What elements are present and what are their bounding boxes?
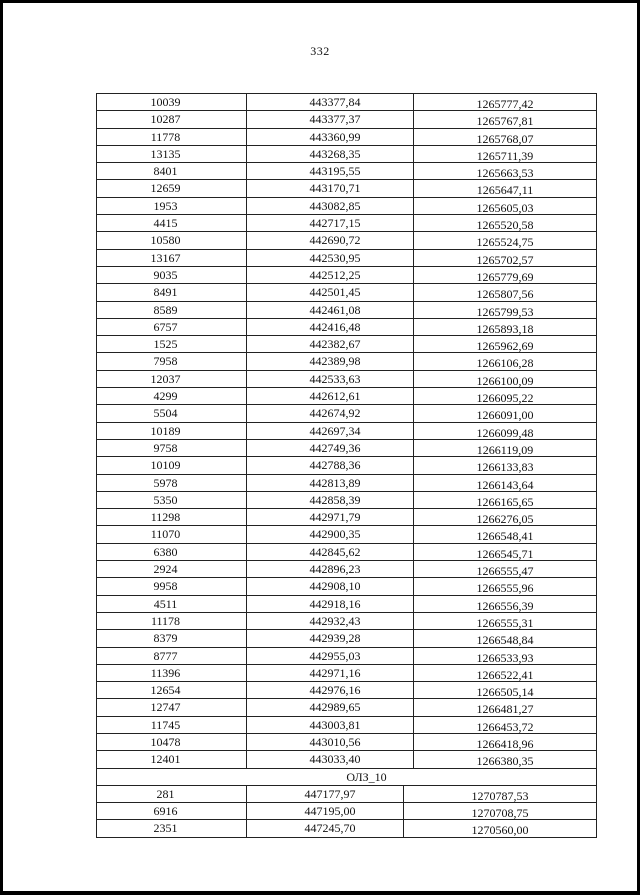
table-row <box>97 803 597 820</box>
x-coordinate-cell: 442845,62 <box>247 544 414 561</box>
point-id-cell: 6916 <box>97 803 247 820</box>
x-coordinate-cell: 447177,97 <box>247 786 404 803</box>
table-row <box>97 232 597 249</box>
x-coordinate-cell: 442501,45 <box>247 284 414 301</box>
point-id-cell: 12401 <box>97 751 247 768</box>
point-id-cell: 10580 <box>97 232 247 249</box>
table-row <box>97 751 597 768</box>
y-coordinate-cell: 1265647,11 <box>414 180 597 197</box>
point-id-cell: 12659 <box>97 180 247 197</box>
table-row <box>97 526 597 543</box>
y-coordinate-cell: 1265807,56 <box>414 284 597 301</box>
y-coordinate-cell: 1266143,64 <box>414 475 597 492</box>
y-coordinate-cell: 1266091,00 <box>414 405 597 422</box>
y-coordinate-cell: 1266481,27 <box>414 699 597 716</box>
x-coordinate-cell: 442813,89 <box>247 475 414 492</box>
y-coordinate-cell: 1265524,75 <box>414 232 597 249</box>
point-id-cell: 2924 <box>97 561 247 578</box>
table-row <box>97 198 597 215</box>
table-row <box>97 630 597 647</box>
table-row <box>97 388 597 405</box>
point-id-cell: 1525 <box>97 336 247 353</box>
x-coordinate-cell: 442939,28 <box>247 630 414 647</box>
y-coordinate-cell: 1266165,65 <box>414 492 597 509</box>
y-coordinate-cell: 1266555,96 <box>414 578 597 595</box>
point-id-cell: 11396 <box>97 665 247 682</box>
x-coordinate-cell: 443003,81 <box>247 717 414 734</box>
x-coordinate-cell: 442989,65 <box>247 699 414 716</box>
point-id-cell: 8491 <box>97 284 247 301</box>
y-coordinate-cell: 1265663,53 <box>414 163 597 180</box>
table-row <box>97 336 597 353</box>
y-coordinate-cell: 1266555,31 <box>414 613 597 630</box>
table-row <box>97 648 597 665</box>
x-coordinate-cell: 442976,16 <box>247 682 414 699</box>
x-coordinate-cell: 443082,85 <box>247 198 414 215</box>
table-row <box>97 786 597 803</box>
x-coordinate-cell: 442749,36 <box>247 440 414 457</box>
x-coordinate-cell: 443377,37 <box>247 111 414 128</box>
table-row <box>97 405 597 422</box>
x-coordinate-cell: 442896,23 <box>247 561 414 578</box>
table-row <box>97 440 597 457</box>
x-coordinate-cell: 442955,03 <box>247 648 414 665</box>
y-coordinate-cell: 1266556,39 <box>414 596 597 613</box>
point-id-cell: 6757 <box>97 319 247 336</box>
y-coordinate-cell: 1266548,41 <box>414 526 597 543</box>
table-row <box>97 561 597 578</box>
point-id-cell: 4299 <box>97 388 247 405</box>
table-row <box>97 319 597 336</box>
x-coordinate-cell: 442389,98 <box>247 353 414 370</box>
scan-border-bottom <box>0 891 640 895</box>
scan-border-top <box>0 0 640 3</box>
y-coordinate-cell: 1266418,96 <box>414 734 597 751</box>
point-id-cell: 12747 <box>97 699 247 716</box>
point-id-cell: 5504 <box>97 405 247 422</box>
table-row <box>97 163 597 180</box>
point-id-cell: 11070 <box>97 526 247 543</box>
page-number: 332 <box>310 44 330 58</box>
point-id-cell: 5350 <box>97 492 247 509</box>
x-coordinate-cell: 442674,92 <box>247 405 414 422</box>
x-coordinate-cell: 443033,40 <box>247 751 414 768</box>
point-id-cell: 13135 <box>97 146 247 163</box>
table-row <box>97 129 597 146</box>
y-coordinate-cell: 1270787,53 <box>404 786 597 803</box>
x-coordinate-cell: 442512,25 <box>247 267 414 284</box>
point-id-cell: 1953 <box>97 198 247 215</box>
y-coordinate-cell: 1266555,47 <box>414 561 597 578</box>
y-coordinate-cell: 1266380,35 <box>414 751 597 768</box>
coordinates-table <box>96 93 597 838</box>
table-row <box>97 284 597 301</box>
x-coordinate-cell: 442932,43 <box>247 613 414 630</box>
point-id-cell: 10478 <box>97 734 247 751</box>
point-id-cell: 10109 <box>97 457 247 474</box>
table-row <box>97 215 597 232</box>
y-coordinate-cell: 1266522,41 <box>414 665 597 682</box>
x-coordinate-cell: 442908,10 <box>247 578 414 595</box>
x-coordinate-cell: 442416,48 <box>247 319 414 336</box>
y-coordinate-cell: 1265799,53 <box>414 302 597 319</box>
y-coordinate-cell: 1270560,00 <box>404 820 597 837</box>
y-coordinate-cell: 1265768,07 <box>414 129 597 146</box>
table-row <box>97 578 597 595</box>
section-title: ОЛЗ_10 <box>97 769 597 786</box>
x-coordinate-cell: 443268,35 <box>247 146 414 163</box>
point-id-cell: 9035 <box>97 267 247 284</box>
table-row <box>97 353 597 370</box>
point-id-cell: 10287 <box>97 111 247 128</box>
table-row <box>97 267 597 284</box>
y-coordinate-cell: 1265777,42 <box>414 94 597 111</box>
scan-border-left <box>0 0 3 895</box>
y-coordinate-cell: 1266548,84 <box>414 630 597 647</box>
x-coordinate-cell: 442382,67 <box>247 336 414 353</box>
table-row <box>97 544 597 561</box>
y-coordinate-cell: 1266106,28 <box>414 353 597 370</box>
y-coordinate-cell: 1266545,71 <box>414 544 597 561</box>
table-row <box>97 613 597 630</box>
y-coordinate-cell: 1265605,03 <box>414 198 597 215</box>
y-coordinate-cell: 1265767,81 <box>414 111 597 128</box>
section-header-row <box>97 769 597 786</box>
point-id-cell: 7958 <box>97 353 247 370</box>
x-coordinate-cell: 442690,72 <box>247 232 414 249</box>
y-coordinate-cell: 1266119,09 <box>414 440 597 457</box>
point-id-cell: 8777 <box>97 648 247 665</box>
table-row <box>97 717 597 734</box>
point-id-cell: 12654 <box>97 682 247 699</box>
table-row <box>97 492 597 509</box>
y-coordinate-cell: 1266133,83 <box>414 457 597 474</box>
point-id-cell: 6380 <box>97 544 247 561</box>
table-row <box>97 682 597 699</box>
point-id-cell: 10189 <box>97 423 247 440</box>
table-row <box>97 509 597 526</box>
x-coordinate-cell: 443360,99 <box>247 129 414 146</box>
table-row <box>97 111 597 128</box>
point-id-cell: 4415 <box>97 215 247 232</box>
y-coordinate-cell: 1266095,22 <box>414 388 597 405</box>
point-id-cell: 281 <box>97 786 247 803</box>
x-coordinate-cell: 442697,34 <box>247 423 414 440</box>
table-row <box>97 250 597 267</box>
table-row <box>97 146 597 163</box>
x-coordinate-cell: 442717,15 <box>247 215 414 232</box>
point-id-cell: 11745 <box>97 717 247 734</box>
x-coordinate-cell: 442788,36 <box>247 457 414 474</box>
y-coordinate-cell: 1270708,75 <box>404 803 597 820</box>
y-coordinate-cell: 1266453,72 <box>414 717 597 734</box>
x-coordinate-cell: 442971,79 <box>247 509 414 526</box>
y-coordinate-cell: 1266099,48 <box>414 423 597 440</box>
y-coordinate-cell: 1266533,93 <box>414 648 597 665</box>
x-coordinate-cell: 447195,00 <box>247 803 404 820</box>
x-coordinate-cell: 442533,63 <box>247 371 414 388</box>
point-id-cell: 13167 <box>97 250 247 267</box>
y-coordinate-cell: 1266276,05 <box>414 509 597 526</box>
table-row <box>97 94 597 111</box>
x-coordinate-cell: 443195,55 <box>247 163 414 180</box>
x-coordinate-cell: 442900,35 <box>247 526 414 543</box>
point-id-cell: 11178 <box>97 613 247 630</box>
point-id-cell: 5978 <box>97 475 247 492</box>
point-id-cell: 11778 <box>97 129 247 146</box>
table-row <box>97 302 597 319</box>
point-id-cell: 4511 <box>97 596 247 613</box>
x-coordinate-cell: 443377,84 <box>247 94 414 111</box>
y-coordinate-cell: 1266100,09 <box>414 371 597 388</box>
point-id-cell: 2351 <box>97 820 247 837</box>
x-coordinate-cell: 442858,39 <box>247 492 414 509</box>
y-coordinate-cell: 1265711,39 <box>414 146 597 163</box>
table-row <box>97 371 597 388</box>
x-coordinate-cell: 447245,70 <box>247 820 404 837</box>
y-coordinate-cell: 1265962,69 <box>414 336 597 353</box>
table-row <box>97 699 597 716</box>
table-row <box>97 475 597 492</box>
point-id-cell: 10039 <box>97 94 247 111</box>
y-coordinate-cell: 1265702,57 <box>414 250 597 267</box>
y-coordinate-cell: 1265779,69 <box>414 267 597 284</box>
point-id-cell: 12037 <box>97 371 247 388</box>
x-coordinate-cell: 443170,71 <box>247 180 414 197</box>
y-coordinate-cell: 1265893,18 <box>414 319 597 336</box>
x-coordinate-cell: 442530,95 <box>247 250 414 267</box>
point-id-cell: 8379 <box>97 630 247 647</box>
x-coordinate-cell: 442612,61 <box>247 388 414 405</box>
y-coordinate-cell: 1265520,58 <box>414 215 597 232</box>
point-id-cell: 8589 <box>97 302 247 319</box>
x-coordinate-cell: 442918,16 <box>247 596 414 613</box>
table-row <box>97 180 597 197</box>
table-row <box>97 423 597 440</box>
y-coordinate-cell: 1266505,14 <box>414 682 597 699</box>
x-coordinate-cell: 443010,56 <box>247 734 414 751</box>
table-row <box>97 820 597 837</box>
x-coordinate-cell: 442971,16 <box>247 665 414 682</box>
table-row <box>97 734 597 751</box>
point-id-cell: 9958 <box>97 578 247 595</box>
table-row <box>97 457 597 474</box>
point-id-cell: 8401 <box>97 163 247 180</box>
x-coordinate-cell: 442461,08 <box>247 302 414 319</box>
table-row <box>97 665 597 682</box>
table-row <box>97 596 597 613</box>
point-id-cell: 9758 <box>97 440 247 457</box>
point-id-cell: 11298 <box>97 509 247 526</box>
